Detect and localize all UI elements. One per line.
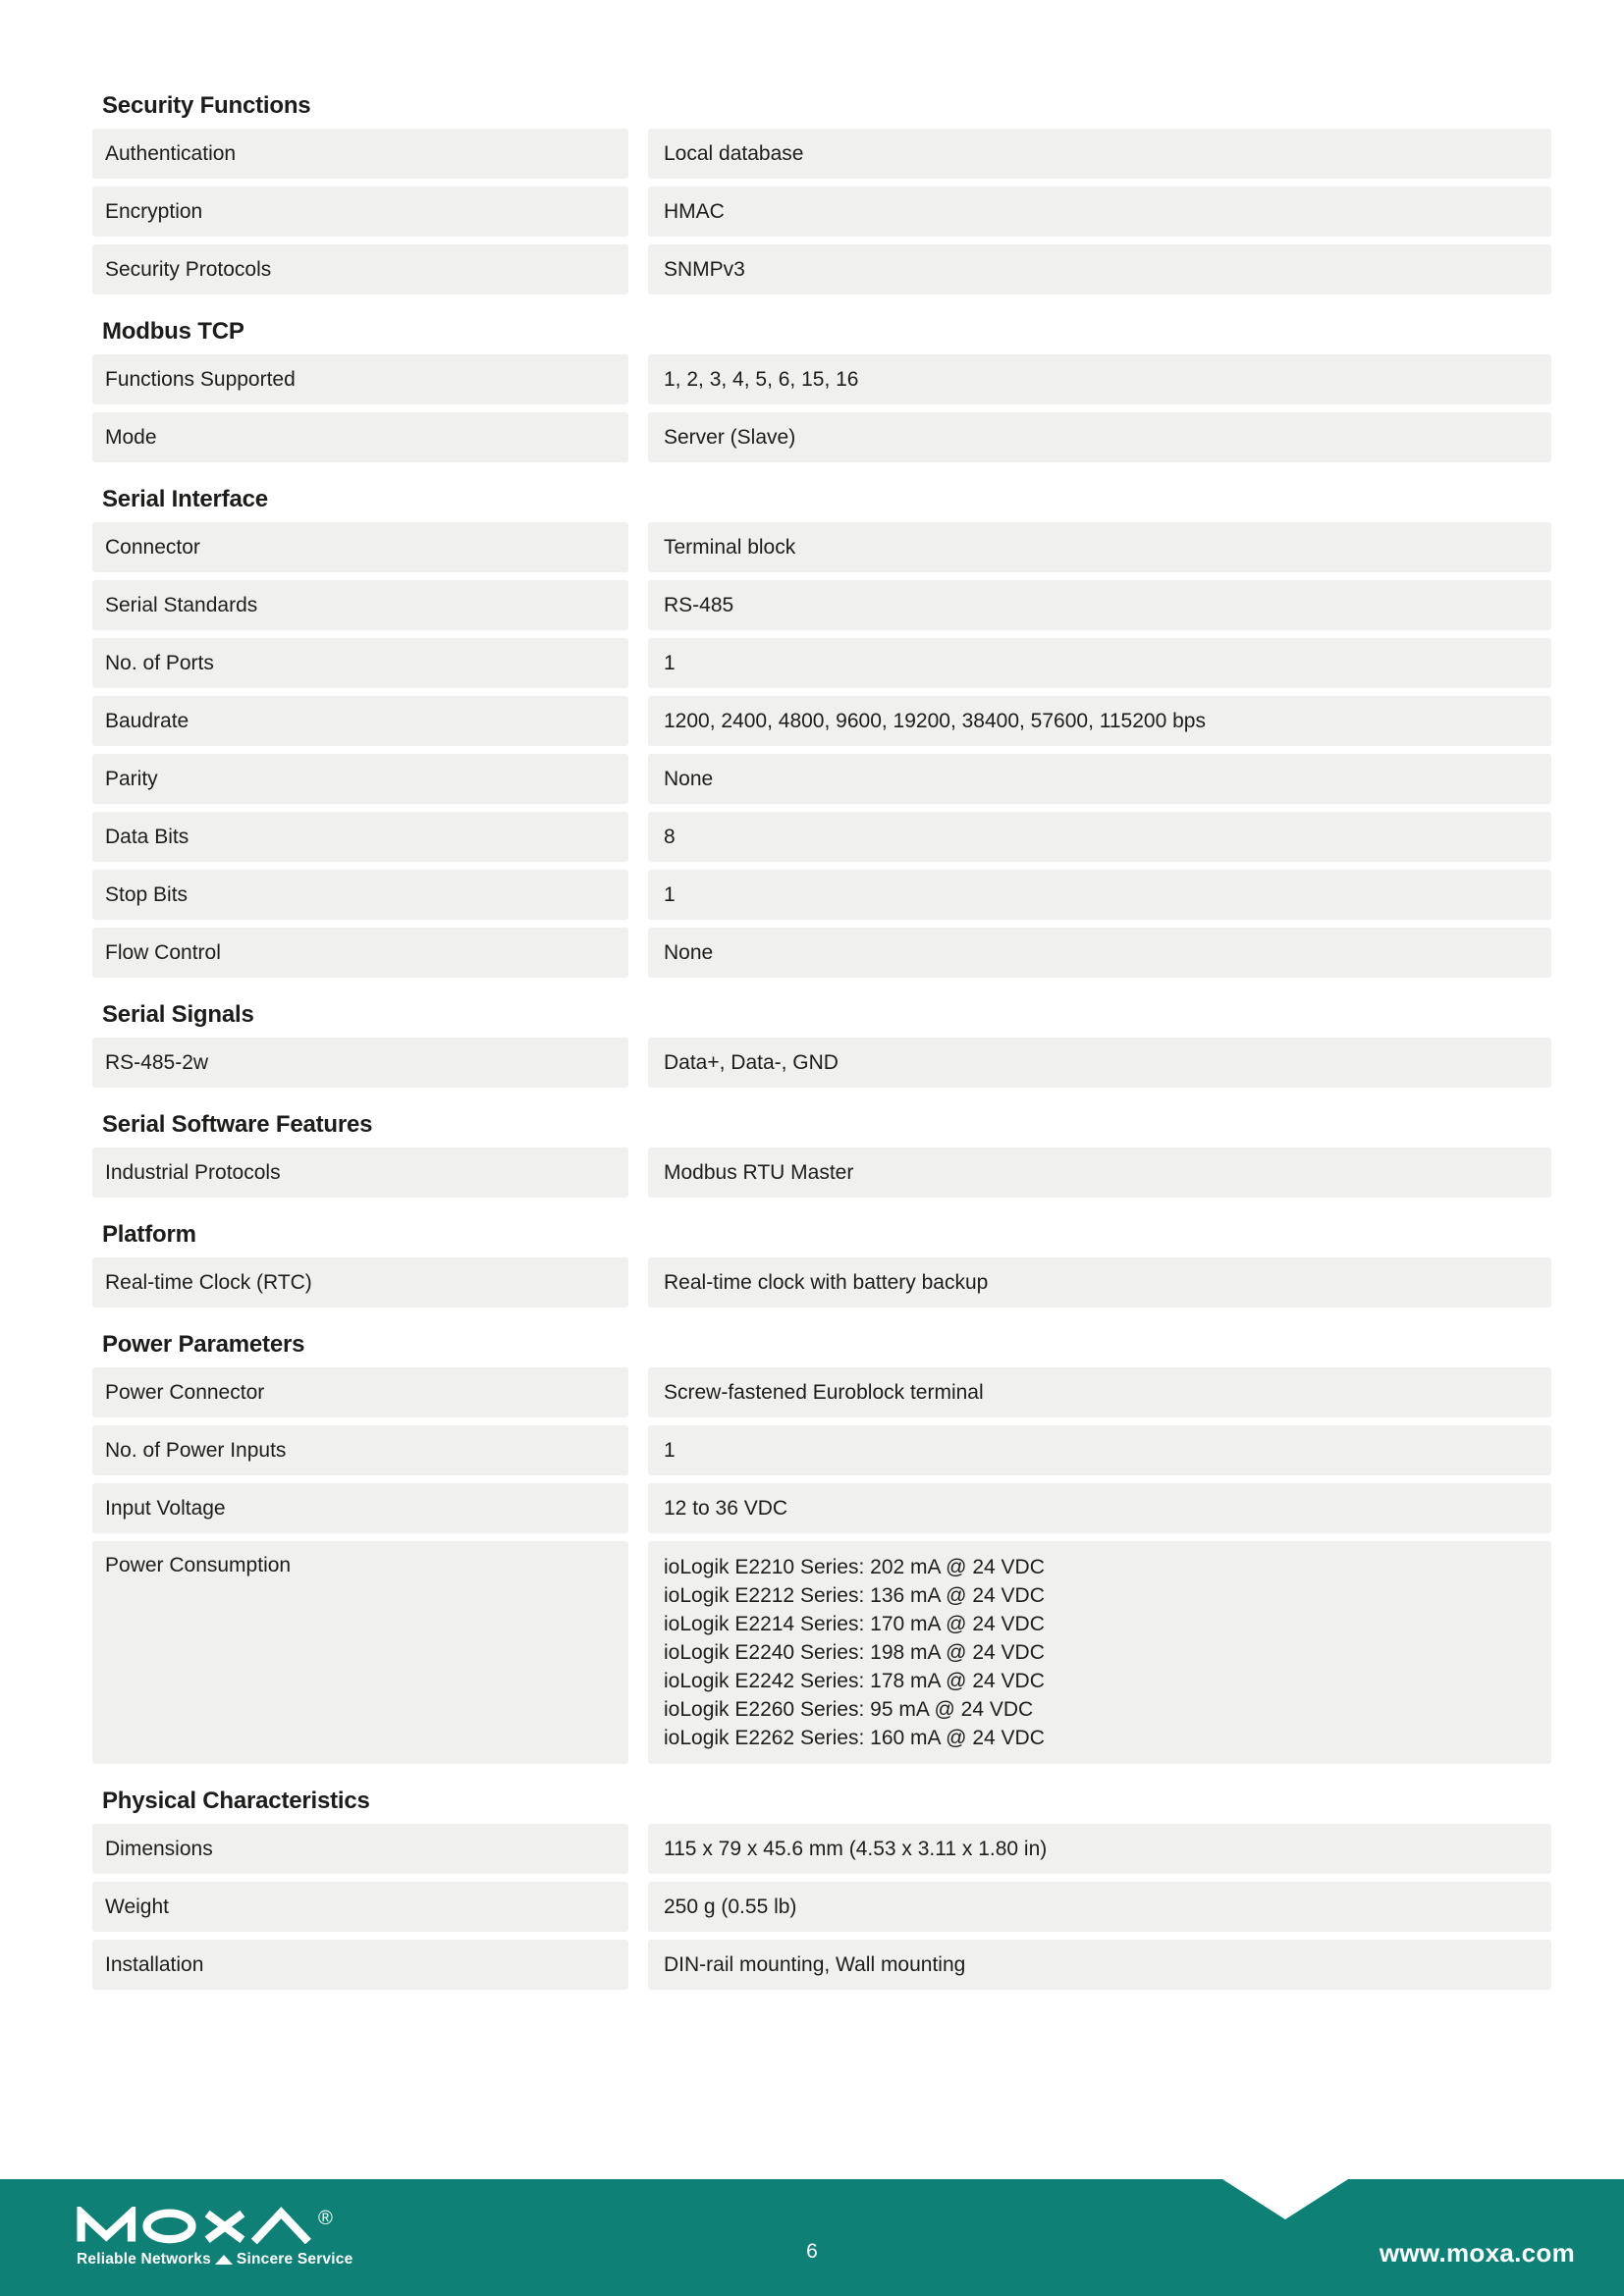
row-label-cell: Parity (92, 754, 628, 804)
spec-row (92, 580, 1551, 630)
section-title: Serial Signals (102, 1001, 254, 1028)
row-label-cell: Weight (92, 1882, 628, 1932)
footer-notch-icon (1222, 2179, 1348, 2219)
row-label-cell: Functions Supported (92, 354, 628, 404)
letter-m (81, 2213, 132, 2241)
spec-row (92, 1148, 1551, 1198)
spec-section (92, 320, 1551, 462)
row-value-cell: 1 (648, 870, 1551, 920)
section-title: Power Parameters (102, 1331, 305, 1358)
spec-row (92, 754, 1551, 804)
spec-section (92, 1113, 1551, 1198)
section-title: Physical Characteristics (102, 1788, 370, 1814)
value-line: ioLogik E2262 Series: 160 mA @ 24 VDC (664, 1727, 1045, 1749)
row-label-cell: Input Voltage (92, 1483, 628, 1533)
row-label-cell: Flow Control (92, 928, 628, 978)
row-label-cell: Baudrate (92, 696, 628, 746)
row-label-cell: Power Connector (92, 1367, 628, 1417)
spec-section (92, 94, 1551, 294)
spec-row (92, 187, 1551, 237)
spec-section (92, 1223, 1551, 1308)
tagline-left: Reliable Networks (77, 2251, 211, 2268)
row-label-cell: Installation (92, 1940, 628, 1990)
row-value-cell (648, 1541, 1551, 1764)
row-value-cell: 115 x 79 x 45.6 mm (4.53 x 3.11 x 1.80 in) (648, 1824, 1551, 1874)
row-value-cell: None (648, 754, 1551, 804)
row-label-cell: Data Bits (92, 812, 628, 862)
row-label-cell: Authentication (92, 129, 628, 179)
spec-row (92, 244, 1551, 294)
spec-row (92, 1882, 1551, 1932)
spec-row (92, 354, 1551, 404)
row-value-cell: RS-485 (648, 580, 1551, 630)
spec-section (92, 1333, 1551, 1764)
spec-row (92, 696, 1551, 746)
row-value-cell: Local database (648, 129, 1551, 179)
row-value-cell: 1 (648, 1425, 1551, 1475)
spec-row (92, 129, 1551, 179)
row-value-cell: Real-time clock with battery backup (648, 1257, 1551, 1308)
row-value-cell: Server (Slave) (648, 412, 1551, 462)
row-label-cell: Security Protocols (92, 244, 628, 294)
spec-row (92, 928, 1551, 978)
website-link[interactable]: www.moxa.com (1379, 2238, 1575, 2268)
row-value-cell: 1, 2, 3, 4, 5, 6, 15, 16 (648, 354, 1551, 404)
value-line: ioLogik E2210 Series: 202 mA @ 24 VDC (664, 1556, 1045, 1578)
row-label-cell: No. of Ports (92, 638, 628, 688)
spec-row (92, 1541, 1551, 1764)
spec-row (92, 412, 1551, 462)
spec-row (92, 870, 1551, 920)
row-label-cell: Serial Standards (92, 580, 628, 630)
section-title: Modbus TCP (102, 318, 244, 345)
moxa-wordmark (77, 2207, 340, 2244)
spec-row (92, 812, 1551, 862)
row-value-cell: Terminal block (648, 522, 1551, 572)
page-number: 6 (806, 2240, 818, 2263)
row-value-cell: None (648, 928, 1551, 978)
value-line: ioLogik E2240 Series: 198 mA @ 24 VDC (664, 1641, 1045, 1664)
row-value-cell: 12 to 36 VDC (648, 1483, 1551, 1533)
row-label-cell: Connector (92, 522, 628, 572)
row-value-cell: 1 (648, 638, 1551, 688)
spec-section (92, 488, 1551, 978)
row-label-cell: RS-485-2w (92, 1038, 628, 1088)
section-title: Security Functions (102, 92, 311, 119)
section-title: Serial Software Features (102, 1111, 373, 1138)
value-line: ioLogik E2214 Series: 170 mA @ 24 VDC (664, 1613, 1045, 1635)
spec-row (92, 638, 1551, 688)
row-value-cell: Data+, Data-, GND (648, 1038, 1551, 1088)
row-label-cell: Real-time Clock (RTC) (92, 1257, 628, 1308)
spec-row (92, 1483, 1551, 1533)
row-value-cell: 8 (648, 812, 1551, 862)
spec-row (92, 1038, 1551, 1088)
row-label-cell: Dimensions (92, 1824, 628, 1874)
spec-row (92, 1257, 1551, 1308)
row-value-cell: SNMPv3 (648, 244, 1551, 294)
spec-table (92, 94, 1551, 1998)
row-label-cell: Power Consumption (92, 1541, 628, 1764)
value-line: ioLogik E2260 Series: 95 mA @ 24 VDC (664, 1698, 1034, 1721)
row-value-cell: Screw-fastened Euroblock terminal (648, 1367, 1551, 1417)
value-line: ioLogik E2242 Series: 178 mA @ 24 VDC (664, 1670, 1045, 1692)
spec-row (92, 1425, 1551, 1475)
value-line: ioLogik E2212 Series: 136 mA @ 24 VDC (664, 1584, 1045, 1607)
row-value-cell: HMAC (648, 187, 1551, 237)
section-title: Serial Interface (102, 486, 268, 512)
row-label-cell: Industrial Protocols (92, 1148, 628, 1198)
spec-row (92, 1940, 1551, 1990)
spec-row (92, 1824, 1551, 1874)
row-value-cell: DIN-rail mounting, Wall mounting (648, 1940, 1551, 1990)
section-title: Platform (102, 1221, 196, 1248)
row-value-cell: 250 g (0.55 lb) (648, 1882, 1551, 1932)
registered-trademark-icon: ® (317, 2208, 333, 2230)
row-label-cell: Mode (92, 412, 628, 462)
letter-a (254, 2213, 308, 2241)
row-value-cell: 1200, 2400, 4800, 9600, 19200, 38400, 57600, 115200 bps (648, 696, 1551, 746)
letter-o (147, 2214, 192, 2240)
row-label-cell: Stop Bits (92, 870, 628, 920)
spec-row (92, 522, 1551, 572)
spec-row (92, 1367, 1551, 1417)
row-value-cell: Modbus RTU Master (648, 1148, 1551, 1198)
letter-x (207, 2214, 243, 2240)
spec-section (92, 1003, 1551, 1088)
footer (0, 2179, 1624, 2296)
row-label-cell: No. of Power Inputs (92, 1425, 628, 1475)
tagline-right: Sincere Service (236, 2251, 353, 2268)
row-label-cell: Encryption (92, 187, 628, 237)
spec-section (92, 1789, 1551, 1990)
